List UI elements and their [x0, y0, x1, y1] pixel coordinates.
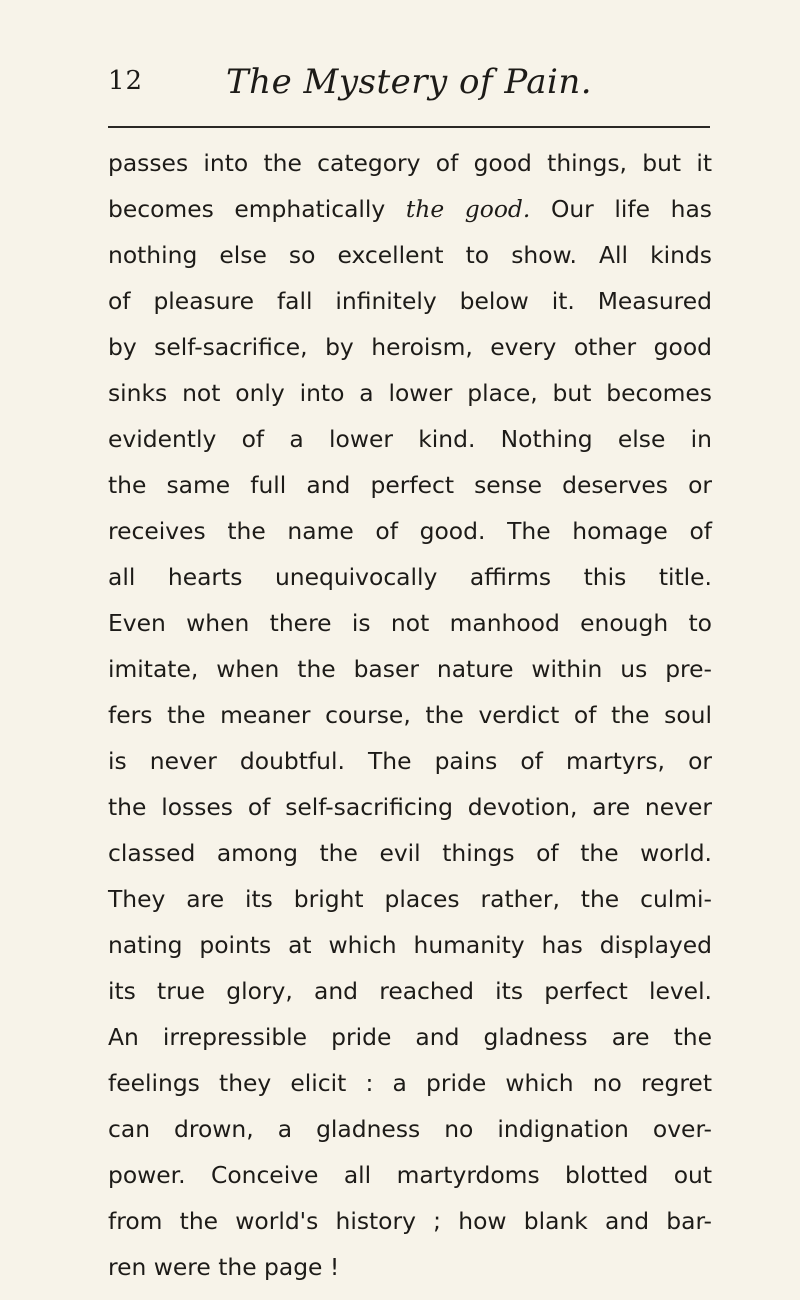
- text-line: Even when there is not manhood enough to: [108, 609, 712, 637]
- text-line: by self-sacrifice, by heroism, every other good: [108, 333, 712, 361]
- header-rule: [108, 126, 710, 128]
- text-line: evidently of a lower kind. Nothing else in: [108, 425, 712, 453]
- text-line: classed among the evil things of the world.: [108, 839, 712, 867]
- text-line: the losses of self-sacrificing devotion, are never: [108, 793, 712, 821]
- italic-emphasis: the good.: [405, 195, 531, 223]
- body-text: [108, 140, 712, 1290]
- text-line: feelings they elicit : a pride which no regret: [108, 1069, 712, 1097]
- text-line: An irrepressible pride and gladness are the: [108, 1023, 712, 1051]
- page-number: 12: [108, 66, 144, 96]
- text-line: power. Conceive all martyrdoms blotted out: [108, 1161, 712, 1189]
- running-title: The Mystery of Pain.: [226, 62, 593, 102]
- page-header: [108, 62, 723, 112]
- text-line: [108, 186, 712, 232]
- text-line: its true glory, and reached its perfect level.: [108, 977, 712, 1005]
- text-line: ren were the page !: [108, 1253, 340, 1281]
- text-line: sinks not only into a lower place, but becomes: [108, 379, 712, 407]
- text-line: of pleasure fall infinitely below it. Measured: [108, 287, 712, 315]
- text-line: the same full and perfect sense deserves or: [108, 471, 712, 499]
- text-line: nating points at which humanity has displayed: [108, 931, 712, 959]
- text-line: receives the name of good. The homage of: [108, 517, 712, 545]
- text-line: nothing else so excellent to show. All kinds: [108, 241, 712, 269]
- text-run: Our life has: [530, 195, 712, 223]
- text-line: all hearts unequivocally affirms this title.: [108, 563, 712, 591]
- text-line: is never doubtful. The pains of martyrs, or: [108, 747, 712, 775]
- text-line: imitate, when the baser nature within us pre-: [108, 655, 712, 683]
- text-line: can drown, a gladness no indignation over-: [108, 1115, 712, 1143]
- text-line: fers the meaner course, the verdict of the soul: [108, 701, 712, 729]
- text-line: passes into the category of good things, but it: [108, 149, 712, 177]
- text-line: from the world's history ; how blank and bar-: [108, 1207, 712, 1235]
- text-run: becomes emphatically: [108, 195, 406, 223]
- text-line: They are its bright places rather, the culmi-: [108, 885, 712, 913]
